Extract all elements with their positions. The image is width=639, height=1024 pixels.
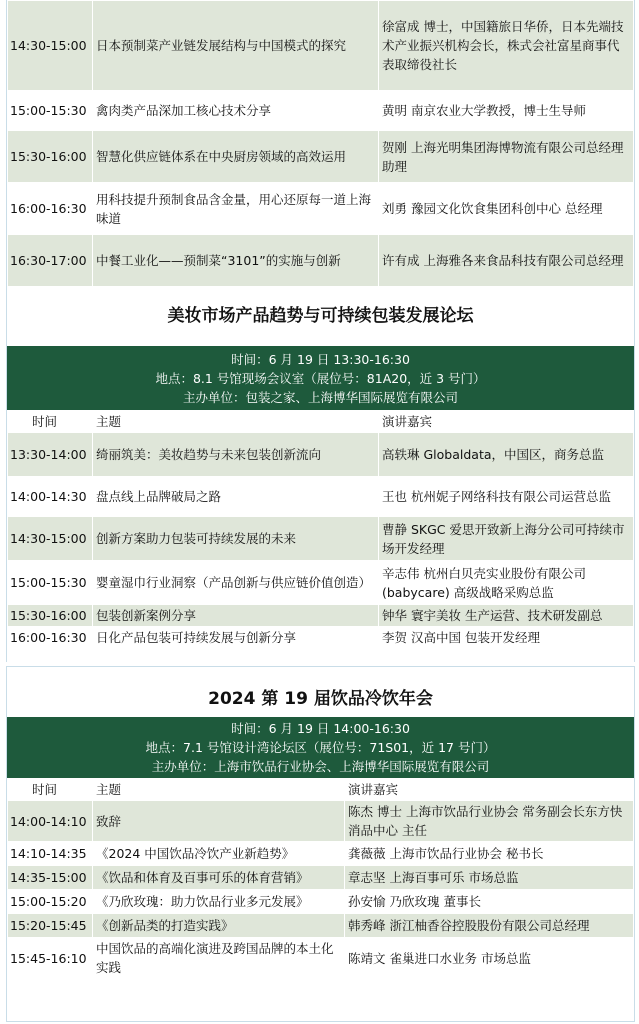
row-time: 15:00-15:30 [8,561,93,605]
row-speaker: 陈靖文 雀巢进口水业务 市场总监 [345,938,634,979]
row-time: 15:00-15:20 [8,890,93,914]
forum3-title: 2024 第 19 届饮品冷饮年会 [208,689,433,709]
forum2-banner [7,346,634,410]
row-speaker: 韩秀峰 浙江柚香谷控股股份有限公司总经理 [345,914,634,938]
row-speaker: 许有成 上海雅各来食品科技有限公司总经理 [379,235,634,287]
row-speaker: 龚薇薇 上海市饮品行业协会 秘书长 [345,842,634,866]
header-speaker: 演讲嘉宾 [345,779,634,801]
forum2-table [7,410,634,649]
forum3-venue-line: 地点：7.1 号馆设计湾论坛区（展位号：71S01，近 17 号门） [145,740,496,755]
table-row [8,914,634,938]
table-row [8,91,634,131]
table-row [8,890,634,914]
row-time: 14:00-14:30 [8,477,93,517]
table-row [8,433,634,477]
forum2-time-line: 时间：6 月 19 日 13:30-16:30 [231,352,410,367]
row-speaker: 曹静 SKGC 爱思开致新上海分公司可持续市场开发经理 [379,517,634,561]
row-time: 14:35-15:00 [8,866,93,890]
row-speaker: 贺刚 上海光明集团海博物流有限公司总经理助理 [379,131,634,183]
row-speaker: 徐富成 博士，中国籍旅日华侨，日本先端技术产业振兴机构会长，株式会社富星商事代表取缔役社长 [379,1,634,91]
row-topic: 《饮品和体育及百事可乐的体育营销》 [93,866,345,890]
header-topic: 主题 [93,411,379,433]
row-time: 15:00-15:30 [8,91,93,131]
table-row [8,801,634,842]
row-time: 14:00-14:10 [8,801,93,842]
header-time: 时间 [8,411,93,433]
forum3-host-line: 主办单位：上海市饮品行业协会、上海博华国际展览有限公司 [151,759,490,774]
row-topic: 《创新品类的打造实践》 [93,914,345,938]
forum1-panel [6,0,635,287]
row-time: 16:00-16:30 [8,627,93,649]
table-row [8,235,634,287]
row-time: 16:30-17:00 [8,235,93,287]
row-topic: 包装创新案例分享 [93,605,379,627]
forum3-time-line: 时间：6 月 19 日 14:00-16:30 [231,721,410,736]
row-topic: 绮丽筑美：美妆趋势与未来包装创新流向 [93,433,379,477]
row-topic: 日化产品包装可持续发展与创新分享 [93,627,379,649]
row-topic: 智慧化供应链体系在中央厨房领域的高效运用 [93,131,379,183]
table-row [8,183,634,235]
row-topic: 《2024 中国饮品冷饮产业新趋势》 [93,842,345,866]
table-row [8,517,634,561]
row-speaker: 刘勇 豫园文化饮食集团科创中心 总经理 [379,183,634,235]
table-row [8,131,634,183]
row-topic: 中国饮品的高端化演进及跨国品牌的本土化实践 [93,938,345,979]
table-row [8,938,634,979]
header-topic: 主题 [93,779,345,801]
forum2-title: 美妆市场产品趋势与可持续包装发展论坛 [167,306,474,326]
row-speaker: 陈杰 博士 上海市饮品行业协会 常务副会长东方快消品中心 主任 [345,801,634,842]
table-row [8,842,634,866]
row-topic: 中餐工业化——预制菜“3101”的实施与创新 [93,235,379,287]
row-time: 15:30-16:00 [8,605,93,627]
table-row [8,605,634,627]
row-time: 15:20-15:45 [8,914,93,938]
row-speaker: 章志坚 上海百事可乐 市场总监 [345,866,634,890]
row-time: 15:45-16:10 [8,938,93,979]
table-row [8,866,634,890]
table-row [8,561,634,605]
row-time: 14:30-15:00 [8,517,93,561]
row-time: 15:30-16:00 [8,131,93,183]
row-speaker: 李贺 汉高中国 包装开发经理 [379,627,634,649]
row-topic: 致辞 [93,801,345,842]
row-speaker: 高轶琳 Globaldata，中国区，商务总监 [379,433,634,477]
table-header-row [8,779,634,801]
row-topic: 《乃欣玫瑰：助力饮品行业多元发展》 [93,890,345,914]
row-speaker: 钟华 寰宇美妆 生产运营、技术研发副总 [379,605,634,627]
table-row [8,627,634,649]
forum2-panel [6,286,635,662]
row-speaker: 王也 杭州妮子网络科技有限公司运营总监 [379,477,634,517]
forum3-table [7,778,634,979]
row-topic: 盘点线上品牌破局之路 [93,477,379,517]
forum1-table [7,0,634,287]
row-topic: 创新方案助力包装可持续发展的未来 [93,517,379,561]
header-time: 时间 [8,779,93,801]
forum2-host-line: 主办单位：包装之家、上海博华国际展览有限公司 [182,390,458,405]
forum2-venue-line: 地点：8.1 号馆现场会议室（展位号：81A20，近 3 号门） [155,371,486,386]
row-time: 14:30-15:00 [8,1,93,91]
header-speaker: 演讲嘉宾 [379,411,634,433]
row-speaker: 孙安愉 乃欣玫瑰 董事长 [345,890,634,914]
forum3-banner [7,717,634,778]
row-speaker: 黄明 南京农业大学教授，博士生导师 [379,91,634,131]
row-topic: 婴童湿巾行业洞察（产品创新与供应链价值创造） [93,561,379,605]
table-row [8,477,634,517]
row-speaker: 辛志伟 杭州白贝壳实业股份有限公司(babycare) 高级战略采购总监 [379,561,634,605]
row-time: 13:30-14:00 [8,433,93,477]
table-header-row [8,411,634,433]
row-time: 14:10-14:35 [8,842,93,866]
row-time: 16:00-16:30 [8,183,93,235]
row-topic: 用科技提升预制食品含金量，用心还原每一道上海味道 [93,183,379,235]
row-topic: 日本预制菜产业链发展结构与中国模式的探究 [93,1,379,91]
table-row [8,1,634,91]
row-topic: 禽肉类产品深加工核心技术分享 [93,91,379,131]
forum3-panel [6,666,635,1022]
